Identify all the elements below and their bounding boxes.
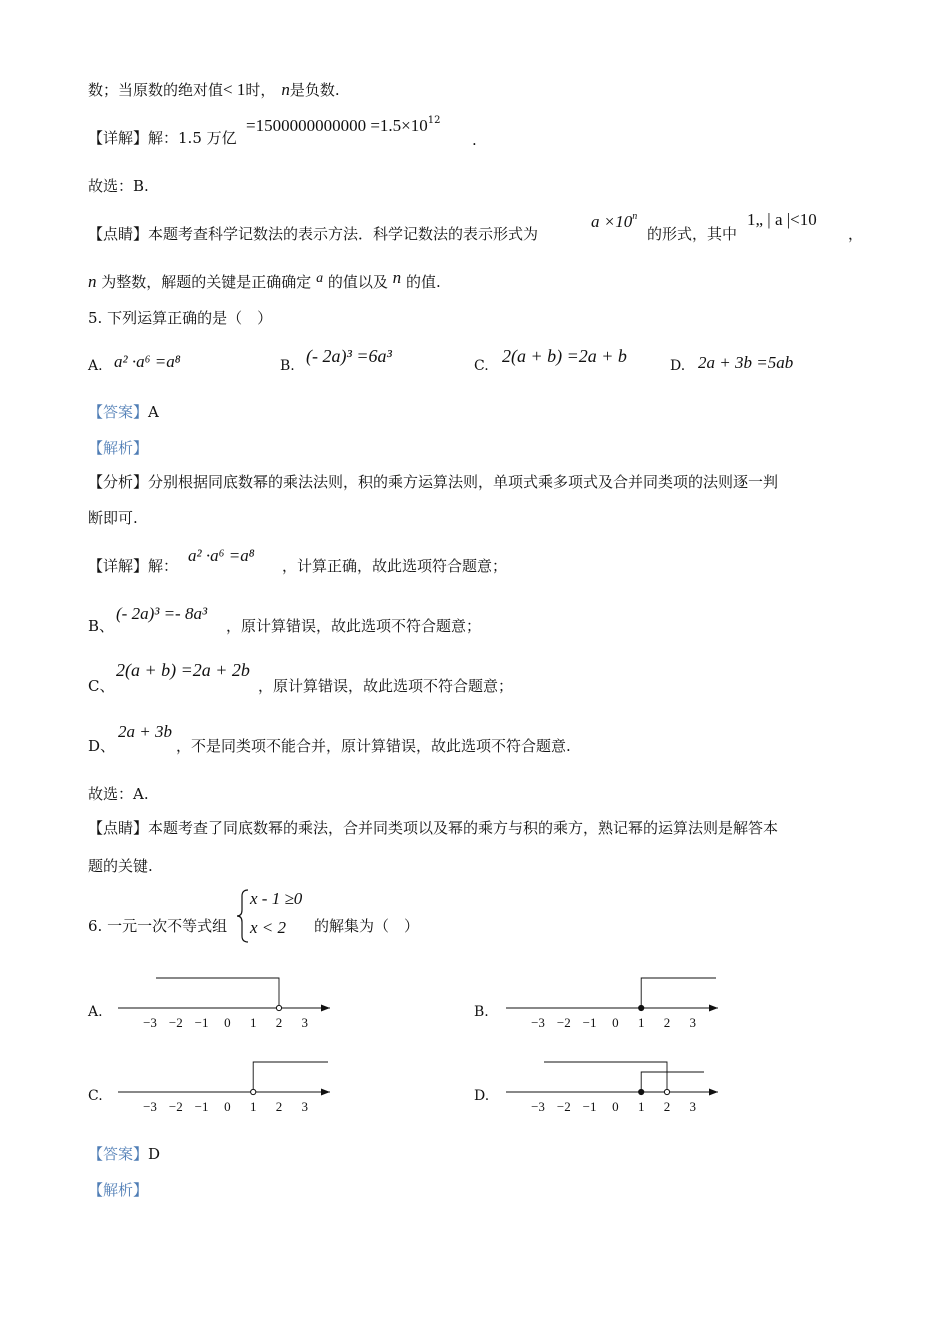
tick-label: 1 bbox=[637, 1015, 645, 1030]
q5-detail-a: 【详解】解： bbox=[88, 557, 179, 575]
open-point bbox=[664, 1089, 669, 1094]
q5-detail-a-text: ，计算正确，故此选项符合题意； bbox=[282, 557, 508, 575]
q5-detail-d-expr: 2a + 3b bbox=[118, 722, 172, 741]
note-line-2: n 为整数，解题的关键是正确确定 a 的值以及 n 的值. bbox=[88, 268, 441, 291]
q6-option-b-label: B. bbox=[474, 1004, 489, 1020]
q6-stem-pre: 6. 一元一次不等式组 bbox=[88, 917, 228, 935]
tick-label: −3 bbox=[143, 1015, 157, 1030]
q6-answer: 【答案】D bbox=[88, 1145, 161, 1163]
formula-range: 1„ | a |<10 bbox=[747, 210, 817, 229]
q5-note: 【点睛】本题考查了同底数幂的乘法，合并同类项以及幂的乘方与积的乘方，熟记幂的运算法则是解答本 bbox=[88, 819, 779, 837]
tick-label: 3 bbox=[301, 1015, 309, 1030]
tick-label: 0 bbox=[612, 1015, 619, 1030]
tick-label: −3 bbox=[531, 1015, 545, 1030]
solution-ray-left bbox=[544, 1062, 667, 1092]
q6-analysis-tag: 【解析】 bbox=[88, 1181, 149, 1199]
q6-option-d-label: D. bbox=[474, 1088, 490, 1104]
q5-option-b-expr: (- 2a)³ =6a³ bbox=[306, 346, 392, 366]
tick-label: 0 bbox=[224, 1099, 231, 1114]
q5-detail-b-text: ，原计算错误，故此选项不符合题意； bbox=[226, 617, 482, 635]
q5-detail-d-label: D、 bbox=[88, 737, 116, 755]
q6-system-line-2: x < 2 bbox=[250, 918, 287, 937]
tick-label: 2 bbox=[663, 1015, 671, 1030]
q5-detail-c-label: C、 bbox=[88, 677, 115, 695]
q5-analysis-tag: 【解析】 bbox=[88, 439, 149, 457]
closed-point bbox=[639, 1005, 644, 1010]
number-line-b bbox=[498, 968, 728, 1038]
open-point bbox=[276, 1005, 281, 1010]
axis-arrow-icon bbox=[321, 1005, 330, 1012]
tick-label: −3 bbox=[143, 1099, 157, 1114]
tick-label: 0 bbox=[224, 1015, 231, 1030]
q5-fenxi-2: 断即可. bbox=[88, 509, 138, 527]
q6-option-c-label: C. bbox=[88, 1088, 103, 1104]
tick-label: 3 bbox=[301, 1099, 309, 1114]
tick-label: 2 bbox=[275, 1015, 283, 1030]
solution-ray bbox=[156, 978, 279, 1008]
solution-ray-right bbox=[641, 1072, 704, 1092]
tick-label: −3 bbox=[531, 1099, 545, 1114]
q5-detail-a-expr: a² ·a⁶ =a⁸ bbox=[188, 546, 255, 565]
formula-a-10n: $a \times 10^n$ bbox=[591, 211, 638, 231]
period: . bbox=[472, 131, 477, 149]
tick-label: −1 bbox=[582, 1015, 597, 1030]
q5-option-a-expr: a² ·a⁶ =a⁸ bbox=[114, 352, 181, 371]
number-line-a bbox=[110, 968, 340, 1038]
comma: ， bbox=[848, 225, 864, 243]
tick-label: 3 bbox=[689, 1099, 697, 1114]
q5-detail-d-text: ，不是同类项不能合并，原计算错误，故此选项不符合题意. bbox=[176, 737, 571, 755]
q6-option-a-label: A. bbox=[88, 1004, 103, 1020]
q5-option-a-label: A. bbox=[88, 358, 103, 374]
q5-fenxi: 【分析】分别根据同底数幂的乘法法则，积的乘方运算法则，单项式乘多项式及合并同类项的法则逐一判 bbox=[88, 473, 779, 491]
q5-answer: 【答案】A bbox=[88, 403, 159, 421]
choose-b: 故选：B. bbox=[88, 177, 149, 195]
q6-stem-post: 的解集为（ ） bbox=[314, 917, 420, 935]
q5-note-2: 题的关键. bbox=[88, 857, 153, 875]
tick-label: −2 bbox=[556, 1099, 571, 1114]
number-line-d bbox=[498, 1052, 728, 1122]
closed-point bbox=[639, 1089, 644, 1094]
formula-sci-notation: $=1500000000000 =1.5\times 10^{12}$ bbox=[246, 115, 441, 135]
tick-label: 1 bbox=[249, 1015, 257, 1030]
axis-arrow-icon bbox=[709, 1089, 718, 1096]
q5-detail-b-label: B、 bbox=[88, 617, 115, 635]
axis-arrow-icon bbox=[321, 1089, 330, 1096]
q6-system-line-1: x - 1 ≥0 bbox=[250, 889, 303, 908]
brace-icon bbox=[236, 888, 250, 944]
tick-label: −2 bbox=[168, 1015, 183, 1030]
solution-ray bbox=[253, 1062, 328, 1092]
q5-option-c-label: C. bbox=[474, 358, 489, 374]
axis-arrow-icon bbox=[709, 1005, 718, 1012]
note-line-1: 【点睛】本题考查科学记数法的表示方法．科学记数法的表示形式为 bbox=[88, 225, 539, 243]
tick-label: −1 bbox=[582, 1099, 597, 1114]
tick-label: 0 bbox=[612, 1099, 619, 1114]
q5-option-d-label: D. bbox=[670, 358, 686, 374]
open-point bbox=[251, 1089, 256, 1094]
number-line-c bbox=[110, 1052, 340, 1122]
q5-option-d-expr: 2a + 3b =5ab bbox=[698, 353, 794, 372]
tick-label: 2 bbox=[275, 1099, 283, 1114]
tick-label: 2 bbox=[663, 1099, 671, 1114]
note-text-2: 的形式，其中 bbox=[647, 225, 738, 243]
q5-option-c-expr: 2(a + b) =2a + b bbox=[502, 346, 627, 366]
q5-stem: 5. 下列运算正确的是（ ） bbox=[88, 309, 273, 327]
q5-choose: 故选：A. bbox=[88, 785, 149, 803]
tick-label: −1 bbox=[194, 1015, 209, 1030]
tick-label: −1 bbox=[194, 1099, 209, 1114]
tick-label: 1 bbox=[637, 1099, 645, 1114]
line-abs-value: 数；当原数的绝对值< 1时， n是负数. bbox=[88, 80, 340, 99]
tick-label: −2 bbox=[556, 1015, 571, 1030]
tick-label: 1 bbox=[249, 1099, 257, 1114]
solution-ray bbox=[641, 978, 716, 1008]
line-detail-1: 【详解】解：1.5 万亿 bbox=[88, 129, 237, 147]
q5-detail-c-expr: 2(a + b) =2a + 2b bbox=[116, 660, 250, 680]
tick-label: 3 bbox=[689, 1015, 697, 1030]
q5-detail-c-text: ，原计算错误，故此选项不符合题意； bbox=[258, 677, 514, 695]
q5-option-b-label: B. bbox=[280, 358, 295, 374]
tick-label: −2 bbox=[168, 1099, 183, 1114]
q5-detail-b-expr: (- 2a)³ =- 8a³ bbox=[116, 604, 208, 623]
